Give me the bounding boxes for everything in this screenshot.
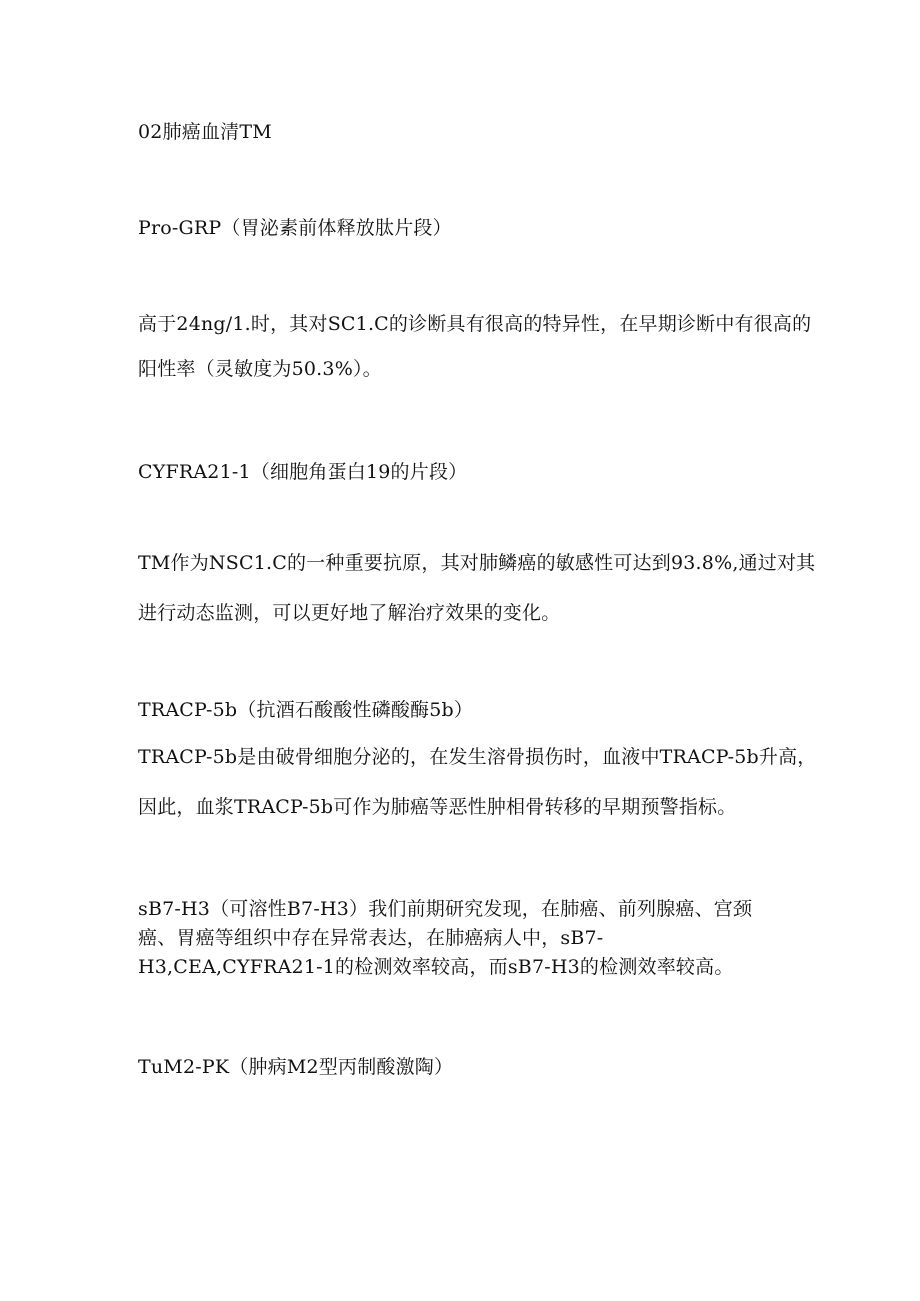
tracp-text-line-2: 因此，血浆TRACP-5b可作为肺癌等恶性肿相骨转移的早期预警指标。 [138, 796, 737, 818]
cyfra-title: CYFRA21-1（细胞角蛋白19的片段） [138, 461, 468, 483]
sb7-text-line-2: 癌、胃癌等组织中存在异常表达，在肺癌病人中，sB7- [138, 927, 604, 949]
sb7-text-line-3: H3,CEA,CYFRA21-1的检测效率较高，而sB7-H3的检测效率较高。 [138, 956, 734, 978]
tum2pk-title: TuM2-PK（肿病M2型丙制酸激陶） [138, 1056, 454, 1078]
progrp-text-line-2: 阳性率（灵敏度为50.3%）。 [138, 358, 382, 380]
tracp-title: TRACP-5b（抗酒石酸酸性磷酸酶5b） [138, 699, 474, 721]
section-heading: 02肺癌血清TM [138, 121, 272, 143]
tracp-text-line-1: TRACP-5b是由破骨细胞分泌的，在发生溶骨损伤时，血液中TRACP-5b升高， [138, 746, 817, 768]
progrp-title: Pro-GRP（胃泌素前体释放肽片段） [138, 217, 452, 239]
progrp-text-line-1: 高于24ng/1.时，其对SC1.C的诊断具有很高的特异性，在早期诊断中有很高的 [138, 313, 812, 335]
sb7-text-line-1: sB7-H3（可溶性B7-H3）我们前期研究发现，在肺癌、前列腺癌、宫颈 [138, 898, 753, 920]
cyfra-text-line-1: TM作为NSC1.C的一种重要抗原，其对肺鳞癌的敏感性可达到93.8%,通过对其 [138, 552, 816, 574]
cyfra-text-line-2: 进行动态监测，可以更好地了解治疗效果的变化。 [138, 602, 561, 624]
